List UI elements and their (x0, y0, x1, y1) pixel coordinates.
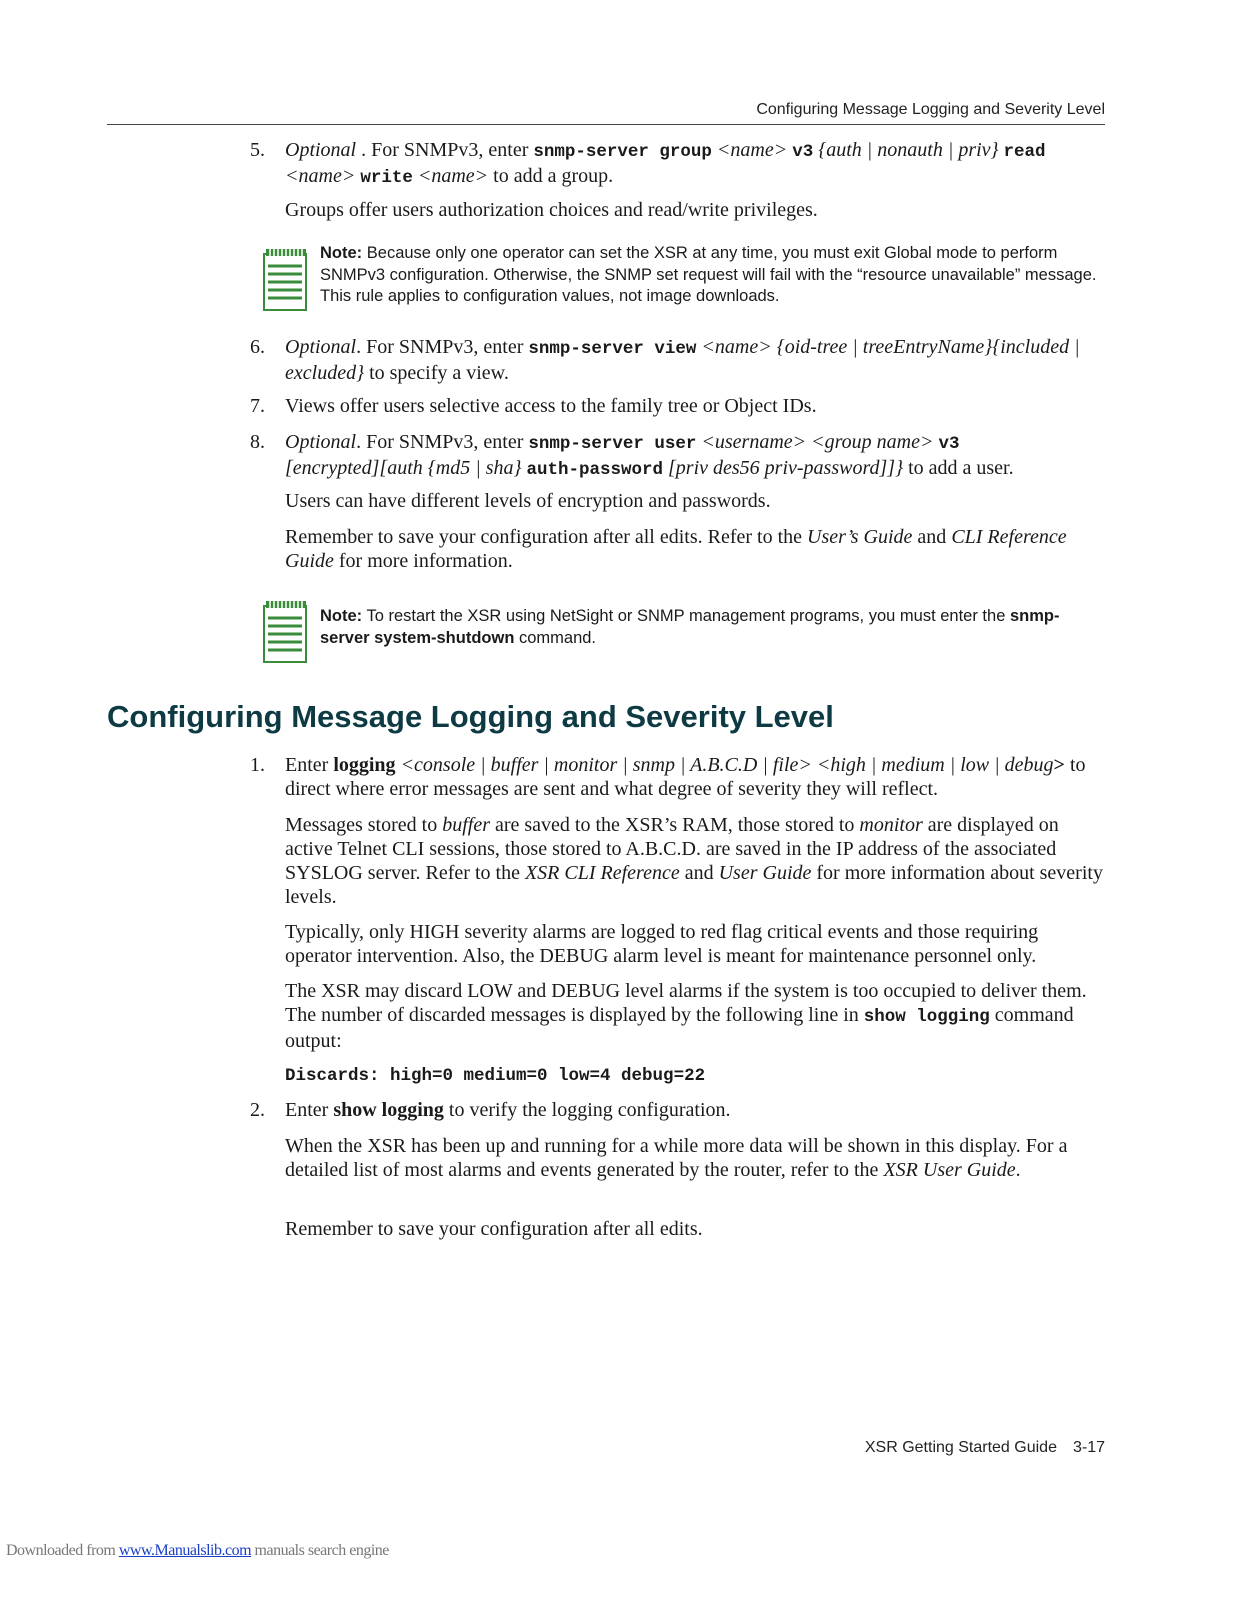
step-number: 5. (250, 139, 265, 161)
notepad-icon (262, 248, 308, 312)
discards-code-line: Discards: high=0 medium=0 low=4 debug=22 (285, 1066, 706, 1086)
step-8-paragraph: Users can have different levels of encryption and passwords. (285, 490, 771, 512)
logging-step-2-paragraph-1: When the XSR has been up and running for a while more data will be shown in this display. For a detailed list of most alarms and events generated by the router, refer to the XSR User Guide. (285, 1135, 1068, 1181)
manualslib-link[interactable]: www.Manualslib.com (118, 1542, 252, 1559)
notepad-icon (262, 600, 308, 664)
logging-step-1-paragraph-2: Typically, only HIGH severity alarms are logged to red flag critical events and those requiring operator intervention. Also, the DEBUG alarm level is meant for maintenance personnel only. (285, 921, 1039, 967)
logging-step-2-text: Enter show logging to verify the logging configuration. (285, 1099, 731, 1121)
logging-step-2-paragraph-2: Remember to save your configuration after all edits. (285, 1218, 703, 1240)
step-5-paragraph: Groups offer users authorization choices and read/write privileges. (285, 199, 818, 221)
step-7-text: Views offer users selective access to the family tree or Object IDs. (285, 395, 817, 417)
step-8-text: Optional. For SNMPv3, enter snmp-server user <username> <group name> v3 [encrypted][auth {md5 | sha} auth-password [priv des56 priv-password]]} to add a user. (285, 431, 1014, 480)
note-1: Note: Because only one operator can set the XSR at any time, you must exit Global mode to perform SNMPv3 configuration. Otherwise, the SNMP set request will fail with the “resource unavailable” message. This rule applies to configuration values, not image downloads. (320, 244, 1097, 305)
step-5-text: Optional . For SNMPv3, enter snmp-server group <name> v3 {auth | nonauth | priv} read <name> write <name> to add a group. (285, 139, 1046, 188)
step-number: 2. (250, 1099, 265, 1121)
step-number: 7. (250, 395, 265, 417)
running-header: Configuring Message Logging and Severity Level (756, 101, 1105, 118)
step-8-reference: Remember to save your configuration after all edits. Refer to the User’s Guide and CLI Reference Guide for more information. (285, 526, 1067, 572)
step-number: 6. (250, 336, 265, 358)
step-6-text: Optional. For SNMPv3, enter snmp-server view <name> {oid-tree | treeEntryName}{included | excluded} to specify a view. (285, 336, 1080, 384)
logging-step-1-paragraph-3: The XSR may discard LOW and DEBUG level alarms if the system is too occupied to deliver them. The number of discarded messages is displayed by the following line in show logging command output: (285, 980, 1087, 1052)
logging-step-1-text: Enter logging <console | buffer | monitor | snmp | A.B.C.D | file> <high | medium | low | debug> to direct where error messages are sent and what degree of severity they will reflect. (285, 754, 1086, 800)
step-number: 1. (250, 754, 265, 776)
note-2: Note: To restart the XSR using NetSight or SNMP management programs, you must enter the snmp-server system-shutdown command. (320, 607, 1060, 647)
header-rule (107, 124, 1105, 125)
footer-guide-title: XSR Getting Started Guide (864, 1439, 1057, 1456)
section-heading: Configuring Message Logging and Severity Level (107, 699, 834, 734)
step-number: 8. (250, 431, 265, 453)
logging-step-1-paragraph-1: Messages stored to buffer are saved to the XSR’s RAM, those stored to monitor are displayed on active Telnet CLI sessions, those stored to A.B.C.D. are saved in the IP address of the associated SYSLOG server. Refer to the XSR CLI Reference and User Guide for more information about severity levels. (285, 814, 1103, 908)
download-banner: Downloaded from www.Manualslib.com manuals search engine (6, 1542, 389, 1559)
page-footer (865, 1439, 1105, 1457)
page-number: 3-17 (1072, 1439, 1105, 1456)
